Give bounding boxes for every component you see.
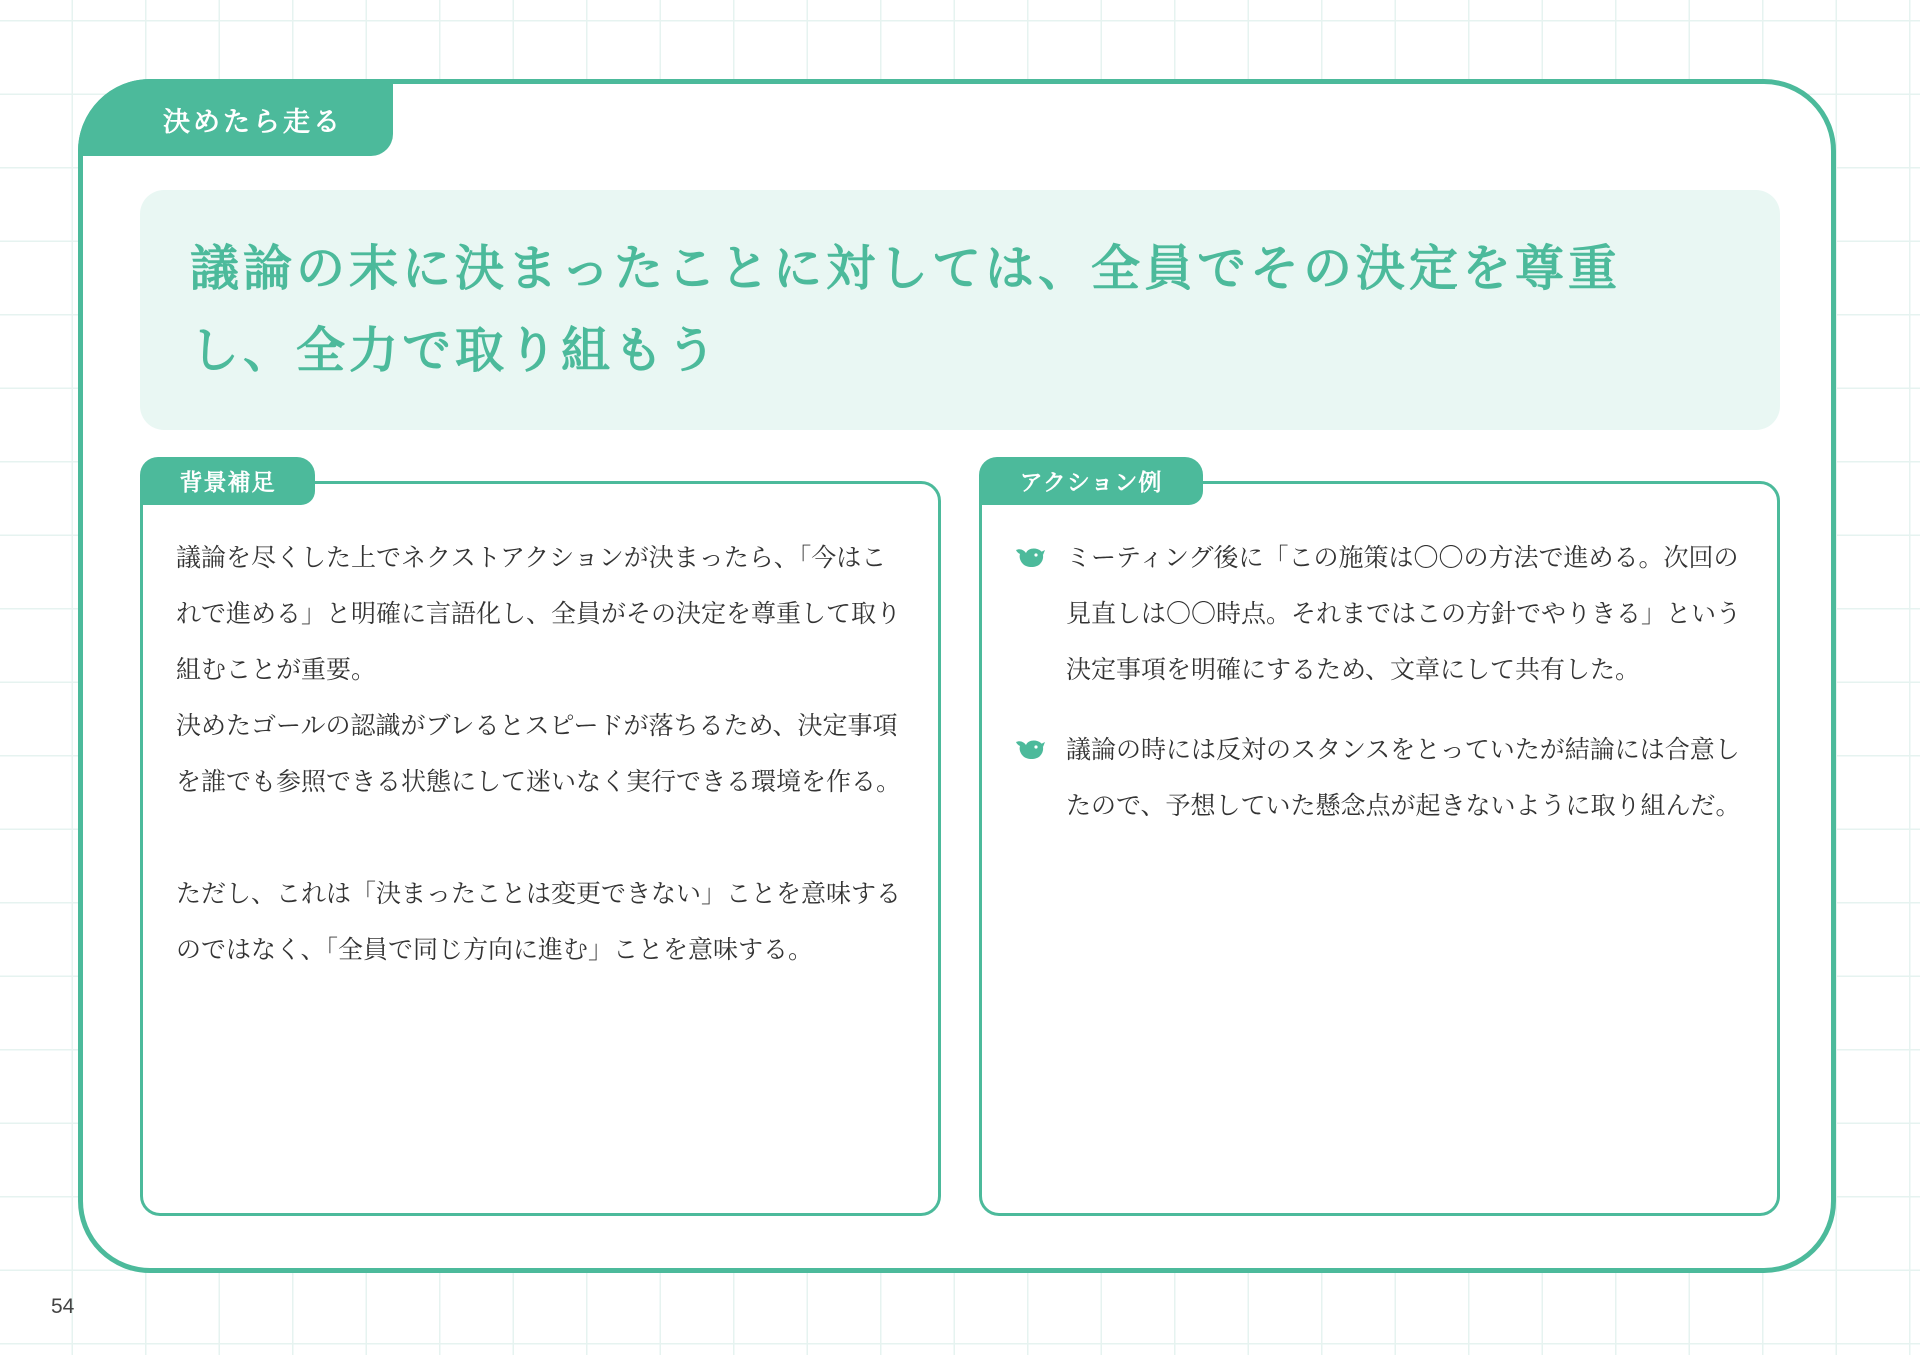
action-panel-tab-label: アクション例 xyxy=(1019,469,1163,496)
bird-icon xyxy=(1014,544,1046,570)
background-paragraph: 議論を尽くした上でネクストアクションが決まったら、「今はこれで進める」と明確に言語化し、全員がその決定を尊重して取り組むことが重要。 xyxy=(176,543,902,684)
action-item xyxy=(1013,530,1753,698)
background-panel-tab xyxy=(140,457,315,505)
background-text xyxy=(176,530,906,978)
action-item xyxy=(1013,722,1753,834)
action-item-text: ミーティング後に「この施策は〇〇の方法で進める。次回の見直しは〇〇時点。それまではこの方針でやりきる」という決定事項を明確にするため、文章にして共有した。 xyxy=(1066,543,1742,684)
section-tab-label: 決めたら走る xyxy=(163,107,343,138)
page-number: 54 xyxy=(51,1295,75,1318)
background-panel-tab-label: 背景補足 xyxy=(179,469,276,496)
action-item-text: 議論の時には反対のスタンスをとっていたが結論には合意したので、予想していた懸念点が起きないように取り組んだ。 xyxy=(1066,735,1741,820)
bird-icon xyxy=(1014,736,1046,762)
action-panel-tab xyxy=(979,457,1203,505)
background-paragraph: ただし、これは「決まったことは変更できない」ことを意味するのではなく、「全員で同じ方向に進む」ことを意味する。 xyxy=(176,879,902,964)
headline-text: 議論の末に決まったことに対しては、全員でその決定を尊重し、全力で取り組もう xyxy=(190,240,1622,379)
section-tab xyxy=(78,79,393,156)
background-paragraph: 決めたゴールの認識がブレるとスピードが落ちるため、決定事項を誰でも参照できる状態にして迷いなく実行できる環境を作る。 xyxy=(176,711,902,796)
headline-box xyxy=(140,190,1780,430)
action-list xyxy=(1013,530,1753,834)
